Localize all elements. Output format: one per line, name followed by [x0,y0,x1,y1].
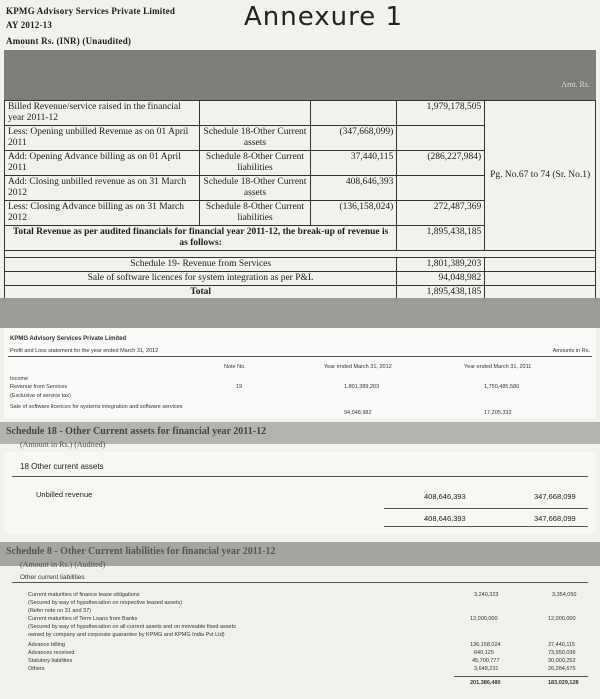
pl-section [4,328,596,418]
row-col2 [397,176,485,201]
sched18-rule [12,476,588,477]
break-total-label: Total [5,286,397,300]
sched8-row-y1: 136,158,024 [470,642,501,648]
sched8-title: Schedule 8 - Other Current liabilities for financial year 2011-12 [6,546,276,557]
sched8-row-label: (Refer note no 31 and 37) [28,608,91,614]
row-col1 [311,101,397,126]
break-label: Schedule 19- Revenue from Services [5,258,397,272]
annexure-title: Annexure 1 [244,2,404,32]
sched8-row-label: Current maturities of Term Loans from Banks [28,616,138,622]
break-value: 94,048,982 [397,272,485,286]
sched8-total-rule [454,676,588,677]
sched8-heading: Other current liabilities [20,574,85,581]
break-label: Sale of software licences for system integration as per P&L [5,272,397,286]
pl-row-y2: 17,205,332 [484,410,512,416]
row-desc: Less: Opening unbilled Revenue as on 01 April 2011 [5,126,200,151]
sched18-item-y1: 408,646,393 [424,492,466,501]
row-desc: Add: Opening Advance billing as on 01 April 2011 [5,151,200,176]
pl-row-label: (Exclusive of service tax) [10,393,71,399]
sched18-item-label: Unbilled revenue [36,490,93,499]
sched8-row-y2: 30,000,252 [548,658,576,664]
pl-col-note: Note No. [224,364,246,370]
sched18-title: Schedule 18 - Other Current assets for financial year 2011-12 [6,426,267,437]
row-col1: 37,440,115 [311,151,397,176]
sched18-subtitle: (Amount in Rs.) (Audited) [20,440,106,449]
break-value: 1,801,389,203 [397,258,485,272]
row-col1: (136,158,024) [311,201,397,226]
row-schedule [199,101,311,126]
sched8-row-y1: 3,240,323 [474,592,499,598]
sched8-row-y1: 3,648,231 [474,666,499,672]
sched18-line: 18 Other current assets [20,462,104,471]
table-row [5,272,596,286]
row-schedule: Schedule 8-Other Current liabilities [199,151,311,176]
total-revenue-desc: Total Revenue as per audited financials for financial year 2011-12, the break-up of revenue is as follows: [5,226,397,251]
pl-col-y2: Year ended March 31, 2011 [464,364,532,370]
total-revenue-value: 1,895,438,185 [397,226,485,251]
company-name: KPMG Advisory Services Private Limited [6,6,176,16]
sched18-total-y2: 347,668,099 [534,514,576,523]
sched8-row-label: Others [28,666,45,672]
sched8-total-y1: 201,386,480 [470,680,501,686]
separator-band [0,298,600,328]
sched8-row-label: Current maturities of finance lease obligations [28,592,140,598]
table-row [5,258,596,272]
row-schedule: Schedule 18-Other Current assets [199,126,311,151]
amount-header: Amt. Rs. [561,80,590,89]
row-schedule: Schedule 18-Other Current assets [199,176,311,201]
assessment-year: AY 2012-13 [6,20,53,30]
break-total-value: 1,895,438,185 [397,286,485,300]
pl-row-label: Revenue from Services [10,384,68,390]
row-col1: (347,668,099) [311,126,397,151]
sched8-row-y2: 37,440,115 [548,642,576,648]
sched8-row-y1: 12,000,000 [470,616,498,622]
row-col2: (286,227,984) [397,151,485,176]
pl-row-note: 19 [236,384,243,390]
sched18-item-y2: 347,668,099 [534,492,576,501]
pl-col-y1: Year ended March 31, 2012 [324,364,392,370]
sched8-row-label: owned by company and corporate guarantee by KPMG and KPMG India Pvt Ltd) [28,632,225,638]
pl-row-y1: 94,048,982 [344,410,372,416]
amount-note: Amount Rs. (INR) (Unaudited) [6,36,132,46]
row-col2: 1,979,178,505 [397,101,485,126]
sched8-total-y2: 183,029,128 [548,680,579,686]
sched8-rule [12,582,588,583]
revenue-reconciliation-table [4,100,596,300]
page-reference: Pg. No.67 to 74 (Sr. No.1) [485,101,596,251]
sched18-total-y1: 408,646,393 [424,514,466,523]
sched8-row-y1: 640,125 [474,650,494,656]
header-band [4,50,596,100]
row-col1: 408,646,393 [311,176,397,201]
sched18-double-rule [384,526,588,527]
pl-amounts: Amounts in Rs. [552,348,590,354]
sched8-row-y2: 26,284,675 [548,666,576,672]
sched8-row-label: Advance billing [28,642,65,648]
row-desc: Add: Closing unbilled revenue as on 31 March 2012 [5,176,200,201]
sched8-body [4,570,596,699]
row-desc: Less: Closing Advance billing as on 31 March 2012 [5,201,200,226]
sched8-row-y2: 73,950,036 [548,650,576,656]
row-schedule: Schedule 8-Other Current liabilities [199,201,311,226]
sched18-body [4,452,596,534]
pl-subtitle: Profit and Loss statement for the year ended March 31, 2012 [10,348,159,354]
pl-row-y1: 1,801,389,203 [344,384,380,390]
sched8-row-label: (Secured by way of hypothecation on respective leased assets) [28,600,183,606]
sched8-row-label: Advances received [28,650,75,656]
pl-income-label: Income [10,376,29,382]
sched8-row-label: Statutory liabilities [28,658,73,664]
row-col2 [397,126,485,151]
row-desc: Billed Revenue/service raised in the financial year 2011-12 [5,101,200,126]
pl-company: KPMG Advisory Services Private Limited [10,336,127,342]
sched8-row-y2: 3,354,050 [552,592,577,598]
sched8-row-y1: 45,700,777 [472,658,500,664]
sched8-subtitle: (Amount in Rs.) (Audited) [20,560,106,569]
pl-row-label: Sale of software licences for systems integration and software services [10,404,183,410]
sched8-row-label: (Secured by way of hypothecation on all current assets and on moveable fixed assets [28,624,236,630]
sched18-total-rule [384,508,588,509]
pl-rule [8,356,592,357]
table-row [5,101,596,126]
sched8-row-y2: 12,000,000 [548,616,576,622]
row-col2: 272,487,369 [397,201,485,226]
spacer-row [5,251,596,258]
pl-row-y2: 1,750,485,580 [484,384,520,390]
